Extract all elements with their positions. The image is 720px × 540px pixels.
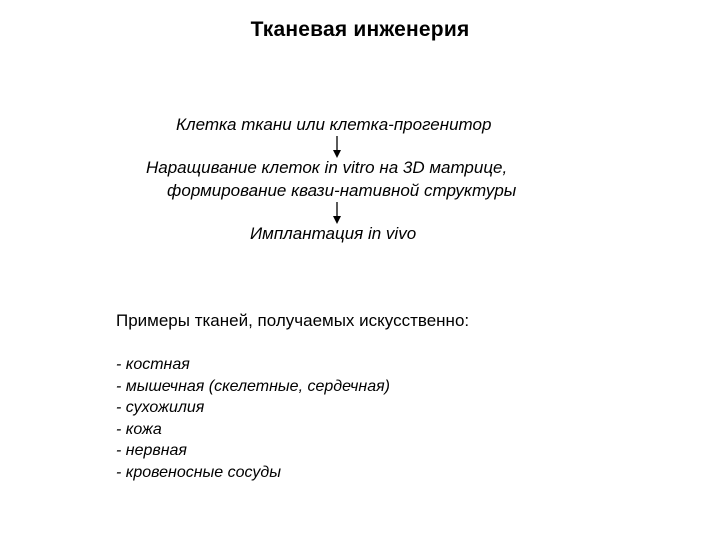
list-item: - нервная	[116, 442, 187, 459]
down-arrow-icon	[331, 136, 343, 158]
examples-list	[116, 354, 390, 483]
down-arrow-icon	[331, 202, 343, 224]
list-item: - мышечная (скелетные, сердечная)	[116, 377, 390, 395]
list-item: - сухожилия	[116, 399, 205, 416]
page-title: Тканевая инженерия	[250, 18, 470, 41]
flow-step-in-vitro-line1: Наращивание клеток in vitro на 3D матрице,	[146, 158, 508, 177]
list-item: - кровеносные сосуды	[116, 463, 281, 481]
list-item: - костная	[116, 356, 190, 373]
list-item: - кожа	[116, 420, 162, 438]
flow-step-implantation: Имплантация in vivo	[250, 224, 417, 243]
flow-step-cell-source: Клетка ткани или клетка-прогенитор	[176, 115, 492, 134]
flow-step-in-vitro-line2: формирование квази-нативной структуры	[167, 181, 517, 200]
examples-heading: Примеры тканей, получаемых искусственно:	[116, 311, 470, 330]
